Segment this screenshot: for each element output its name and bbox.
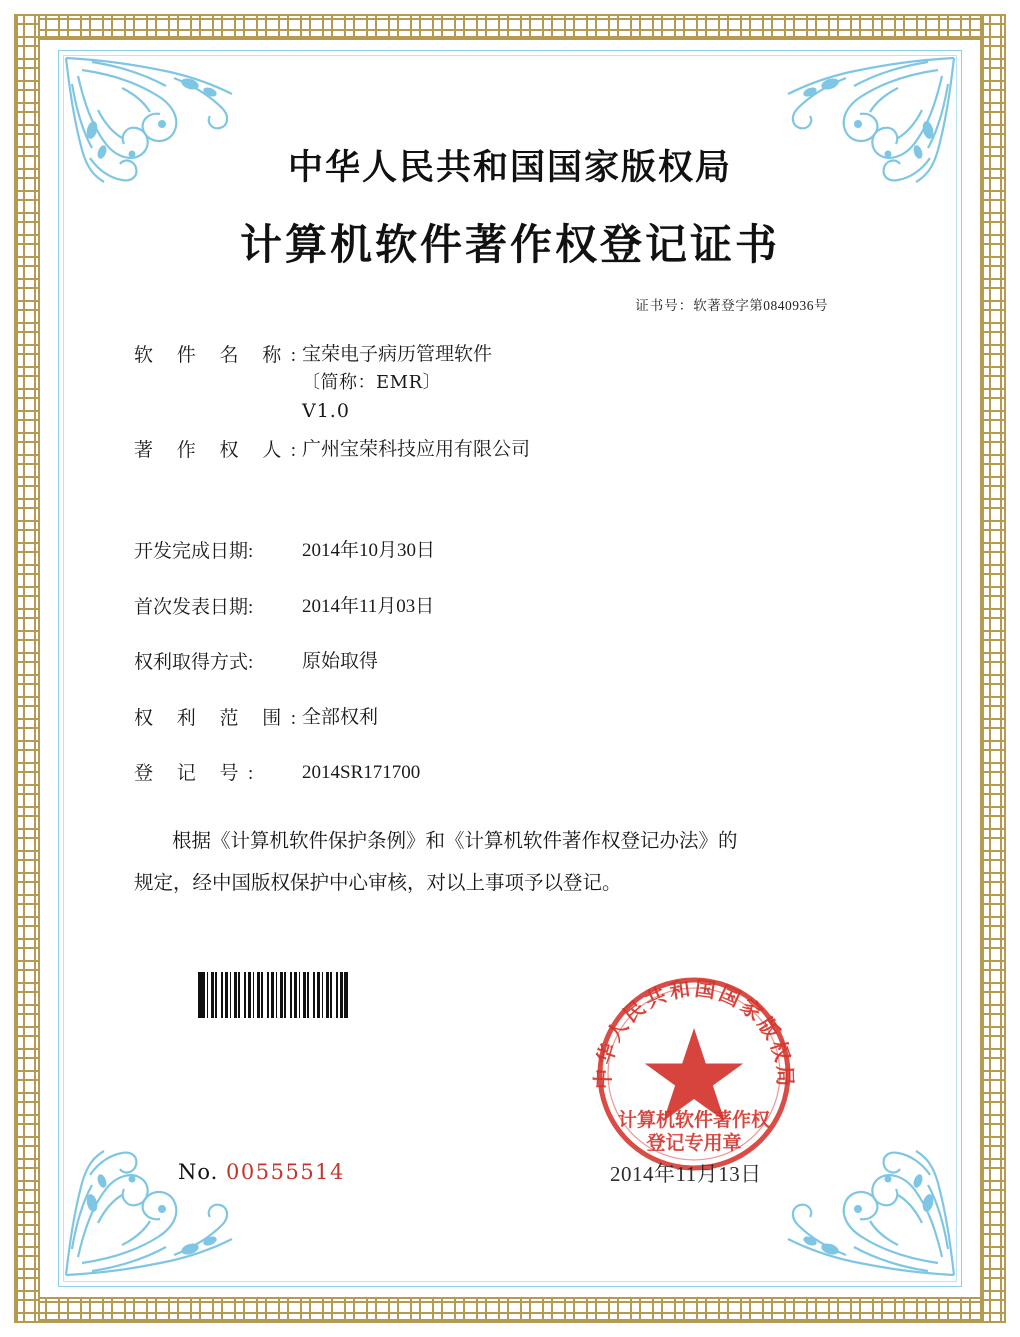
svg-text:中华人民共和国国家版权局: 中华人民共和国国家版权局 xyxy=(590,976,798,1090)
seal-inner-line-2: 登记专用章 xyxy=(646,1132,742,1154)
legal-statement xyxy=(100,821,920,905)
barcode xyxy=(198,972,348,1018)
seal-inner-line-1: 计算机软件著作权 xyxy=(617,1109,771,1131)
serial-number-label: No. xyxy=(178,1160,219,1184)
certificate-number-line xyxy=(100,294,920,314)
border-bottom-meander xyxy=(14,1297,1006,1323)
statement-line-1: 根据《计算机软件保护条例》和《计算机软件著作权登记办法》的 xyxy=(172,831,738,853)
field-value xyxy=(302,340,920,427)
software-version: V1.0 xyxy=(302,400,350,423)
field-rights-scope xyxy=(134,703,920,732)
software-abbreviation: 〔简称：EMR〕 xyxy=(302,372,442,394)
field-value: 2014年11月03日 xyxy=(302,595,435,617)
field-label: 开发完成日期: xyxy=(134,541,254,563)
field-copyright-owner xyxy=(134,435,920,464)
field-value: 广州宝荣科技应用有限公司 xyxy=(302,438,531,460)
issuing-authority-title: 中华人民共和国国家版权局 xyxy=(287,147,732,188)
field-label: 软 件 名 称: xyxy=(134,345,306,366)
field-software-name xyxy=(134,340,920,427)
field-registration-number xyxy=(134,758,920,787)
serial-number xyxy=(178,1160,345,1184)
serial-number-value: 00555514 xyxy=(226,1160,345,1184)
fields-spacer xyxy=(134,490,920,536)
field-label: 权 利 范 围: xyxy=(134,707,306,729)
border-top-meander xyxy=(14,14,1006,40)
field-label: 登 记 号: xyxy=(134,762,263,784)
certificate-number-value: 软著登字第0840936号 xyxy=(693,298,828,313)
fields-list xyxy=(100,340,920,787)
official-seal xyxy=(588,968,800,1180)
statement-line-2: 规定，经中国版权保护中心审核，对以上事项予以登记。 xyxy=(134,873,622,895)
certificate-number-label: 证书号： xyxy=(635,298,694,313)
field-label: 权利取得方式: xyxy=(134,652,254,674)
field-development-date xyxy=(134,536,920,565)
field-value: 原始取得 xyxy=(302,651,379,673)
field-value: 全部权利 xyxy=(302,706,379,728)
border-right-meander xyxy=(980,14,1006,1323)
issue-date: 2014年11月13日 xyxy=(610,1162,762,1186)
field-value: 2014年10月30日 xyxy=(302,540,436,562)
certificate-title: 计算机软件著作权登记证书 xyxy=(239,220,780,269)
field-label: 著 作 权 人: xyxy=(134,439,306,461)
field-first-publish-date xyxy=(134,592,920,621)
certificate-content xyxy=(100,140,920,905)
field-value: 2014SR171700 xyxy=(302,761,421,783)
field-label: 首次发表日期: xyxy=(134,596,254,618)
border-left-meander xyxy=(14,14,40,1323)
field-rights-acquisition xyxy=(134,647,920,676)
software-name-value: 宝荣电子病历管理软件 xyxy=(302,344,493,365)
